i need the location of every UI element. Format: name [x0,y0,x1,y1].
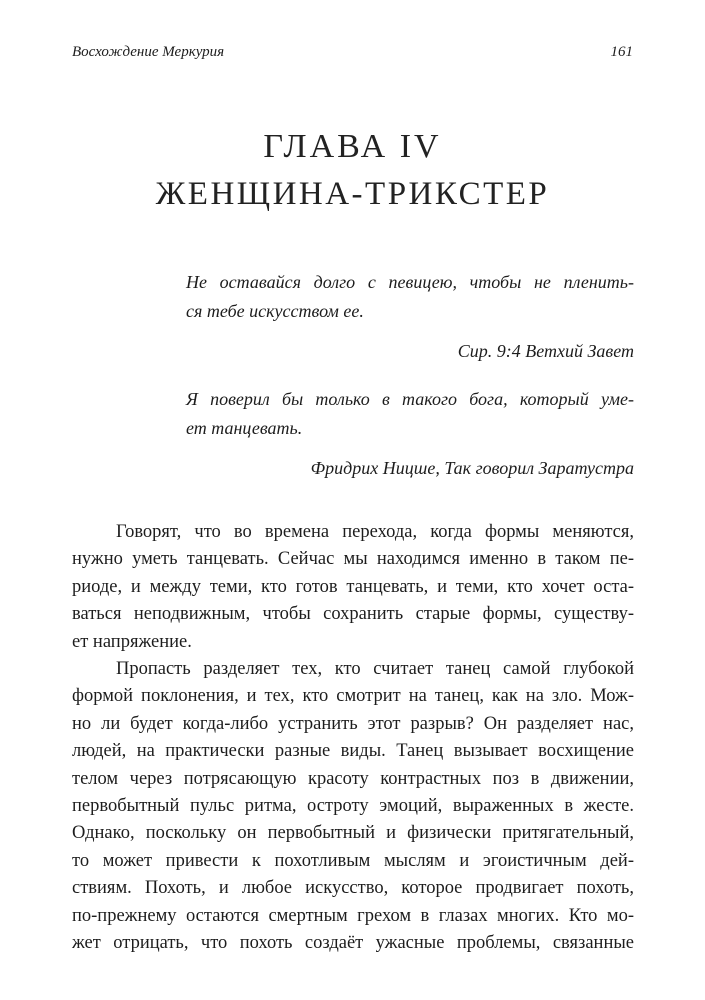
body-line: первобытный пульс ритма, остроту эмоций, выраженных в жесте. [72,796,634,817]
epigraph-1-source: Сир. 9:4 Ветхий Завет [457,341,634,361]
body-line: то может привести к похотливым мыслям и эгоистичным дей- [72,850,634,871]
paragraph-1 [72,519,634,656]
body-line: Говорят, что во времена перехода, когда формы меняются, [116,522,634,542]
epigraph-line: Не оставайся долго с певицею, чтобы не пленить- [186,272,634,292]
body-text [72,519,634,958]
body-line: Пропасть разделяет тех, кто считает танец самой глубокой [116,659,634,680]
body-line: ет напряжение. [72,631,192,652]
running-header [72,44,633,61]
body-line: ваться неподвижным, чтобы сохранить старые формы, существу- [72,604,634,625]
epigraph-line: ет танцевать. [186,418,303,438]
body-line: ствиям. Похоть, и любое искусство, которое продвигает похоть, [72,878,634,899]
paragraph-2 [72,656,634,957]
body-line: телом через потрясающую красоту контрастных поз в движении, [72,768,634,789]
epigraph-line: Я поверил бы только в такого бога, который уме- [186,389,634,409]
epigraph-line: ся тебе искусством ее. [186,301,364,321]
body-line: людей, на практически разные виды. Танец вызывает восхищение [72,741,634,762]
epigraph-2 [186,385,634,443]
body-line: жет отрицать, что похоть создаёт ужасные проблемы, связанные [72,933,634,954]
body-line: формой поклонения, и тех, кто смотрит на танец, как на зло. Мож- [72,686,634,707]
body-line: Однако, поскольку он первобытный и физически притягательный, [72,823,634,844]
body-line: риоде, и между теми, кто готов танцевать, и теми, кто хочет оста- [72,576,634,597]
epigraph-2-source: Фридрих Ницше, Так говорил Заратустра [310,458,634,478]
page-number: 161 [610,44,633,60]
body-line: по-прежнему остаются смертным грехом в глазах многих. Кто мо- [72,905,634,926]
chapter-number: ГЛАВА IV [263,128,442,165]
epigraph-1 [186,268,634,326]
chapter-title: ЖЕНЩИНА-ТРИКСТЕР [155,176,550,212]
body-line: но ли будет когда-либо устранить этот разрыв? Он разделяет нас, [72,713,634,734]
running-title: Восхождение Меркурия [72,44,225,60]
body-line: нужно уметь танцевать. Сейчас мы находимся именно в таком пе- [72,549,634,570]
